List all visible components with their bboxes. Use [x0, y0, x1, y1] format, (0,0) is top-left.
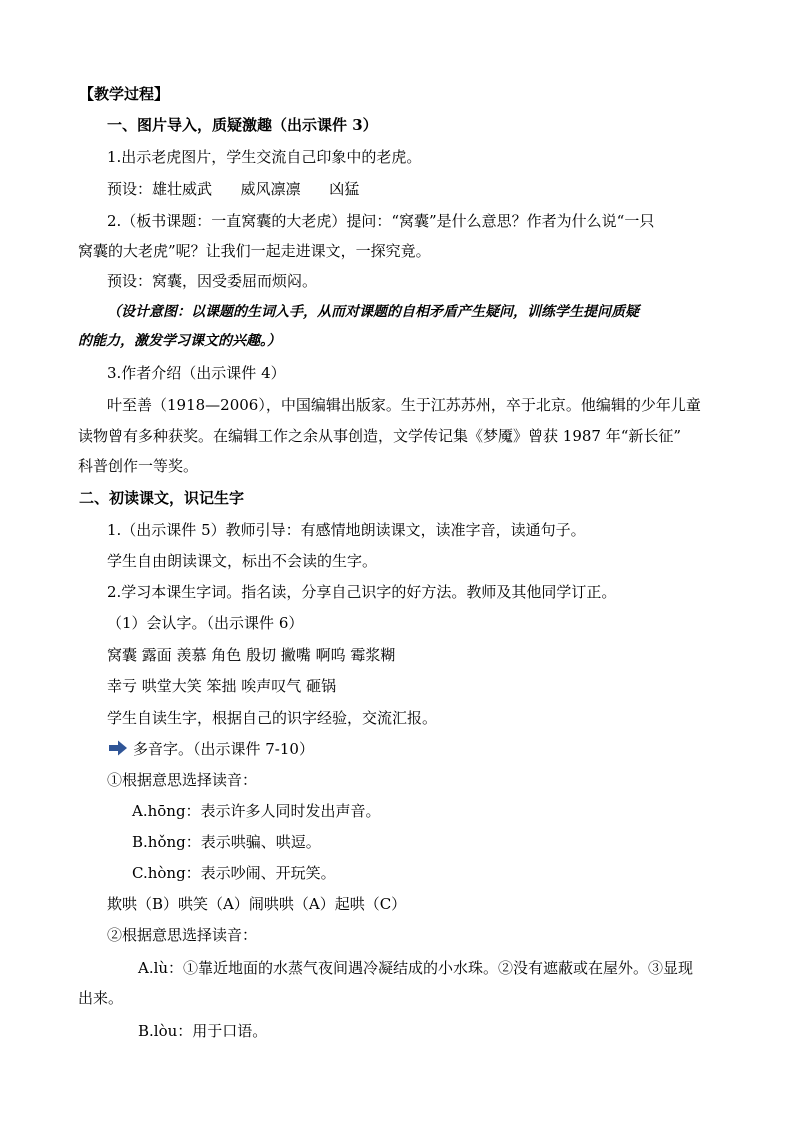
paragraph: 学生自读生字，根据自己的识字经验，交流汇报。: [107, 709, 438, 727]
arrow-right-icon: [107, 739, 129, 762]
design-intent-note: 的能力，激发学习课文的兴趣。）: [78, 333, 281, 349]
option-item: C.hòng：表示吵闹、开玩笑。: [132, 864, 336, 882]
paragraph: 2.（板书课题：一直窝囊的大老虎）提问：“窝囊”是什么意思？作者为什么说“一只: [107, 212, 655, 230]
vocab-list: 幸亏 哄堂大笑 笨拙 唉声叹气 砸锅: [107, 677, 337, 695]
paragraph: ①根据意思选择读音：: [107, 771, 258, 789]
paragraph: （1）会认字。（出示课件 6）: [107, 614, 304, 632]
paragraph: ②根据意思选择读音：: [107, 926, 258, 944]
paragraph: 2.学习本课生字词。指名读，分享自己识字的好方法。教师及其他同学订正。: [107, 583, 617, 601]
option-item: 出来。: [78, 989, 124, 1007]
design-intent-note: （设计意图：以课题的生词入手，从而对课题的自相矛盾产生疑问，训练学生提问质疑: [107, 304, 639, 320]
option-item: B.hǒng：表示哄骗、哄逗。: [132, 833, 321, 851]
section-heading-2: 二、初读课文，识记生字: [79, 489, 245, 507]
vocab-list: 窝囊 露面 羡慕 角色 殷切 撇嘴 啊呜 霉浆糊: [107, 646, 396, 664]
paragraph: 1.出示老虎图片，学生交流自己印象中的老虎。: [107, 148, 422, 166]
paragraph: 窝囊的大老虎”呢？让我们一起走进课文，一探究竟。: [78, 242, 431, 260]
option-item: B.lòu：用于口语。: [138, 1022, 268, 1040]
paragraph: 预设：雄壮威武 威风凛凛 凶猛: [107, 180, 360, 198]
paragraph: 学生自由朗读课文，标出不会读的生字。: [107, 552, 378, 570]
paragraph: 欺哄（B）哄笑（A）闹哄哄（A）起哄（C）: [107, 895, 407, 913]
option-item: A.hōng：表示许多人同时发出声音。: [132, 802, 381, 820]
paragraph: 科普创作一等奖。: [78, 457, 199, 475]
section-heading-1: 一、图片导入，质疑激趣（出示课件 3）: [107, 116, 378, 134]
paragraph: 预设：窝囊，因受委屈而烦闷。: [107, 272, 318, 290]
polyphone-heading: [107, 739, 314, 762]
paragraph: 1.（出示课件 5）教师引导：有感情地朗读课文，读准字音，读通句子。: [107, 521, 586, 539]
paragraph: 读物曾有多种获奖。在编辑工作之余从事创造，文学传记集《梦魇》曾获 1987 年“新长征”: [78, 427, 682, 445]
paragraph: 3.作者介绍（出示课件 4）: [107, 364, 286, 382]
paragraph: 叶至善（1918—2006），中国编辑出版家。生于江苏苏州，卒于北京。他编辑的少年儿童: [107, 396, 701, 414]
section-heading-teaching-process: 【教学过程】: [79, 85, 170, 103]
polyphone-label: 多音字。（出示课件 7-10）: [133, 740, 314, 758]
option-item: A.lù：①靠近地面的水蒸气夜间遇冷凝结成的小水珠。②没有遮蔽或在屋外。③显现: [138, 959, 694, 977]
